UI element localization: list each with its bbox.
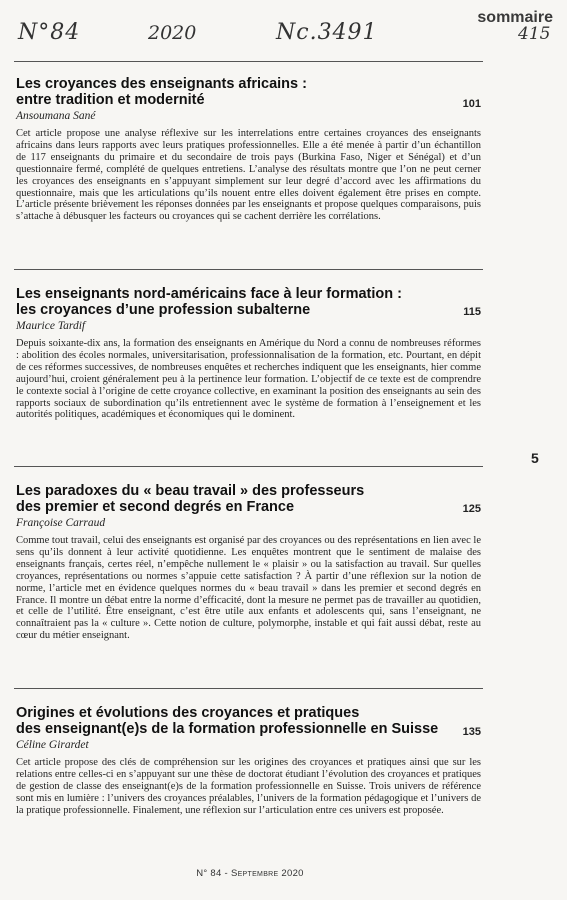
title-line: Les croyances des enseignants africains :: [16, 76, 307, 92]
divider: [14, 688, 483, 689]
article-abstract: Cet article propose une analyse réflexive sur les interrelations entre certaines croyances des enseignants africains dans leurs rapports avec leurs pratiques professionnelles. Elle a été menée à partir d’un échantillon de 117 enseignants du primaire et du secondaire de trois pays (Burkina Faso, Niger et Sénégal) et d’un questionnaire fermé, complété de quelques entretiens. L’analyse des résultats montre que l’on ne peut cerner les croyances des enseignants en s’appuyant simplement sur leur degré d’accord avec les affirmations du questionnaire, mais que les articulations qu’ils nouent entre elles doivent également être prises en compte. L’article présente brièvement les réponses données par les enseignants et propose quelques comparaisons, puis s’attache à débusquer les facteurs ou croyances qui se cachent derrière les corrélations.: [16, 128, 481, 223]
article-abstract: Comme tout travail, celui des enseignants est organisé par des croyances ou des représentations en lien avec le sens qu’ils donnent à leur activité quotidienne. Les enquêtes montrent que le sentiment de malaise des enseignants français, certes réel, n’empêche nullement le « plaisir » ou la satisfaction au travail. Sur quelles croyances, représentations ou normes s’appuie cette satisfaction ? À partir d’une réflexion sur la notion de norme, l’article met en évidence quelques normes du « beau travail » dans les premier et second degrés en France. Il montre un débat entre la norme d’efficacité, dont la mesure ne permet pas de travailler au quotidien, et celle de l’utilité. Être enseignant, c’est être utile aux enfants et adolescents qui, sans l’enseignant, ne connaîtraient pas la « culture ». Cette notion de culture, polymorphe, instable et qui fait aussi débat, reste au cœur du métier enseignant.: [16, 535, 481, 642]
title-line: des premier et second degrés en France: [16, 499, 295, 515]
title-line: Les enseignants nord-américains face à leur formation :: [16, 286, 402, 302]
article-abstract: Cet article propose des clés de compréhension sur les origines des croyances et pratiques ainsi que sur les relations entre celles-ci en s’appuyant sur une thèse de doctorat étudiant l’évolution des croyances et pratiques de gestion de classe des enseignant(e)s de la formation professionnelle en Suisse. Trois univers de référence sont mis en lumière : l’univers des croyances préalables, l’univers de la formation pédagogique et l’univers de la pratique professionnelle. Finalement, une réflexion sur l’articulation entre ces univers est proposée.: [16, 757, 481, 816]
article-author: Céline Girardet: [16, 739, 89, 751]
article-1: [16, 76, 481, 223]
article-abstract: Depuis soixante-dix ans, la formation des enseignants en Amérique du Nord a connu de nombreuses réformes : abolition des écoles normales, universitarisation, professionnalisation de la formation, etc. Pourtant, en dépit de ces réformes successives, de nombreuses enquêtes et recherches indiquent que les enseignants, hier comme aujourd’hui, croient généralement peu à la pertinence leur formation. L’objectif de ce texte est de comprendre le contexte social à l’origine de cette croyance collective, en examinant la position des enseignants au sein des rapports sociaux de subordination qu’ils entretiennent avec le système de formation à l’enseignement et les autorités politiques, académiques et économiques qui le dominent.: [16, 338, 481, 421]
divider: [14, 466, 483, 467]
article-author: Ansoumana Sané: [16, 110, 96, 122]
article-page-number: 115: [463, 306, 481, 318]
article-page-number: 135: [462, 726, 481, 738]
divider: [14, 269, 483, 270]
article-3: [16, 483, 481, 642]
page-footer: [0, 868, 500, 879]
page-number-side: 5: [531, 450, 539, 466]
footer-issue: N° 84 -: [196, 868, 231, 879]
handwritten-note-year: 2020: [148, 22, 197, 44]
title-line: les croyances d’une profession subalterne: [16, 302, 311, 318]
title-line: Les paradoxes du « beau travail » des professeurs: [16, 483, 365, 499]
article-page-number: 125: [462, 503, 481, 515]
footer-date: Septembre 2020: [230, 868, 304, 879]
section-label: sommaire: [477, 9, 553, 26]
article-title: [16, 483, 456, 515]
article-4: [16, 705, 481, 817]
title-line: Origines et évolutions des croyances et pratiques: [16, 705, 360, 721]
title-line: entre tradition et modernité: [16, 92, 205, 108]
handwritten-note-catalog: Nc.3491: [276, 20, 378, 45]
article-title: [16, 705, 456, 737]
article-title: [16, 76, 456, 108]
title-line: des enseignant(e)s de la formation professionnelle en Suisse: [16, 721, 439, 737]
handwritten-note-issue: N°84: [18, 20, 81, 45]
article-author: Maurice Tardif: [16, 320, 86, 332]
article-2: [16, 286, 481, 421]
article-page-number: 101: [462, 98, 481, 110]
article-title: [16, 286, 456, 318]
divider: [14, 61, 483, 62]
article-author: Françoise Carraud: [16, 517, 106, 529]
handwritten-note-number: 415: [518, 24, 551, 44]
